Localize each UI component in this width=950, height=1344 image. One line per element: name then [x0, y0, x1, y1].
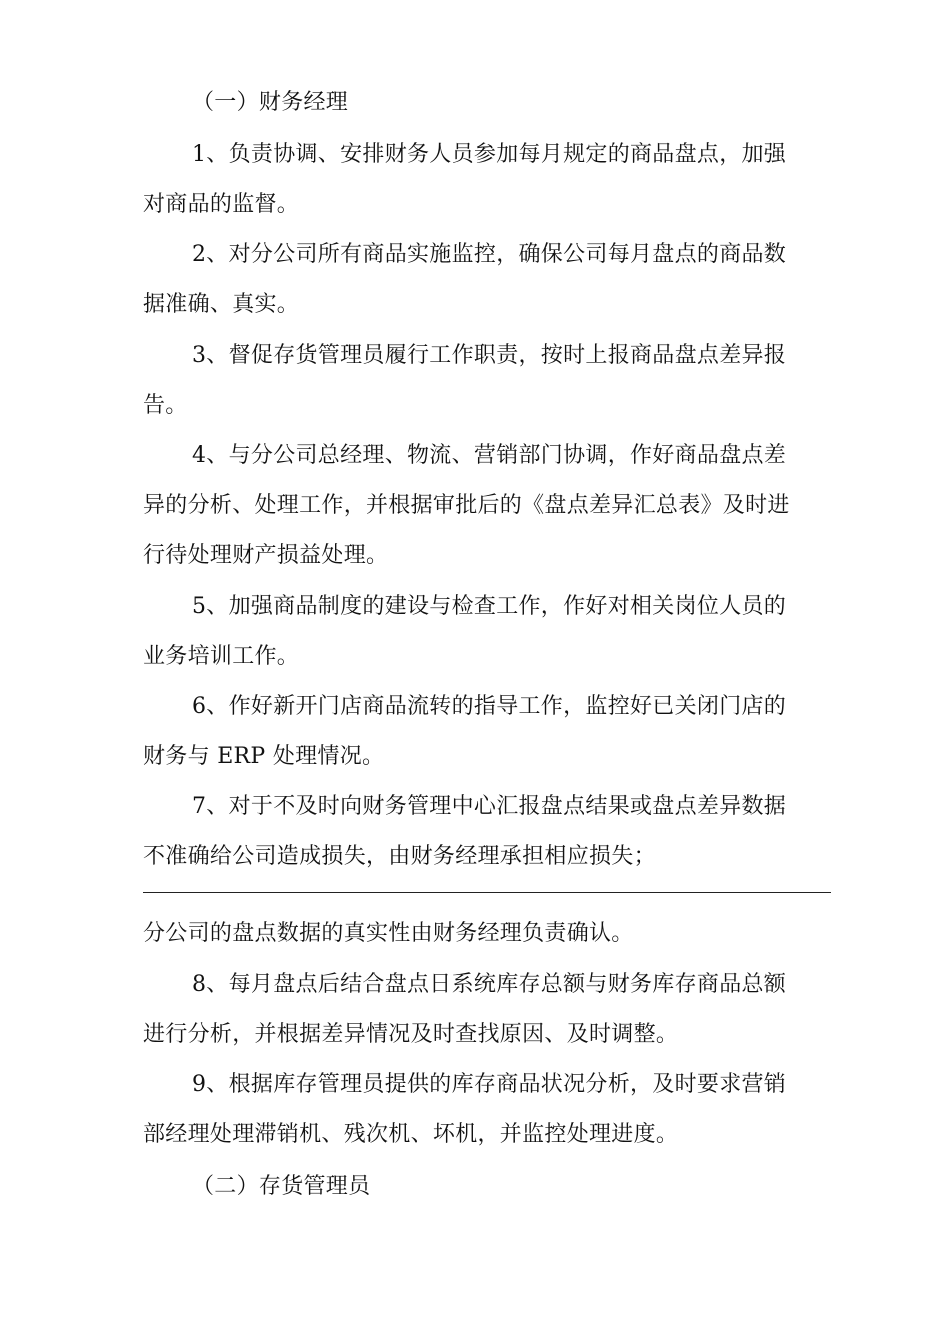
- item-6-line-2: 财务与 ERP 处理情况。: [143, 744, 385, 769]
- item-9-line-1: 9、根据库存管理员提供的库存商品状况分析，及时要求营销: [192, 1072, 787, 1097]
- item-2-line-1: 2、对分公司所有商品实施监控，确保公司每月盘点的商品数: [192, 242, 787, 267]
- item-8-line-1: 8、每月盘点后结合盘点日系统库存总额与财务库存商品总额: [192, 972, 787, 997]
- page-divider: [143, 892, 831, 893]
- section-heading-inventory-manager: （二）存货管理员: [192, 1174, 371, 1199]
- item-6-line-1: 6、作好新开门店商品流转的指导工作，监控好已关闭门店的: [192, 694, 787, 719]
- item-1-line-1: 1、负责协调、安排财务人员参加每月规定的商品盘点，加强: [192, 142, 787, 167]
- item-7-line-1: 7、对于不及时向财务管理中心汇报盘点结果或盘点差异数据: [192, 794, 787, 819]
- item-7-line-2: 不准确给公司造成损失，由财务经理承担相应损失；: [143, 844, 656, 869]
- item-5-line-2: 业务培训工作。: [143, 644, 300, 669]
- item-3-line-2: 告。: [143, 393, 188, 418]
- item-4-line-1: 4、与分公司总经理、物流、营销部门协调，作好商品盘点差: [192, 443, 787, 468]
- item-9-line-2: 部经理处理滞销机、残次机、坏机，并监控处理进度。: [143, 1122, 679, 1147]
- item-1-line-2: 对商品的监督。: [143, 192, 300, 217]
- item-4-line-2: 异的分析、处理工作，并根据审批后的《盘点差异汇总表》及时进: [143, 493, 790, 518]
- item-8-line-2: 进行分析，并根据差异情况及时查找原因、及时调整。: [143, 1022, 679, 1047]
- item-4-line-3: 行待处理财产损益处理。: [143, 543, 389, 568]
- item-5-line-1: 5、加强商品制度的建设与检查工作，作好对相关岗位人员的: [192, 594, 787, 619]
- item-7-continuation: 分公司的盘点数据的真实性由财务经理负责确认。: [143, 921, 634, 946]
- item-3-line-1: 3、督促存货管理员履行工作职责，按时上报商品盘点差异报: [192, 343, 787, 368]
- section-heading-finance-manager: （一）财务经理: [192, 90, 349, 115]
- item-2-line-2: 据准确、真实。: [143, 292, 300, 317]
